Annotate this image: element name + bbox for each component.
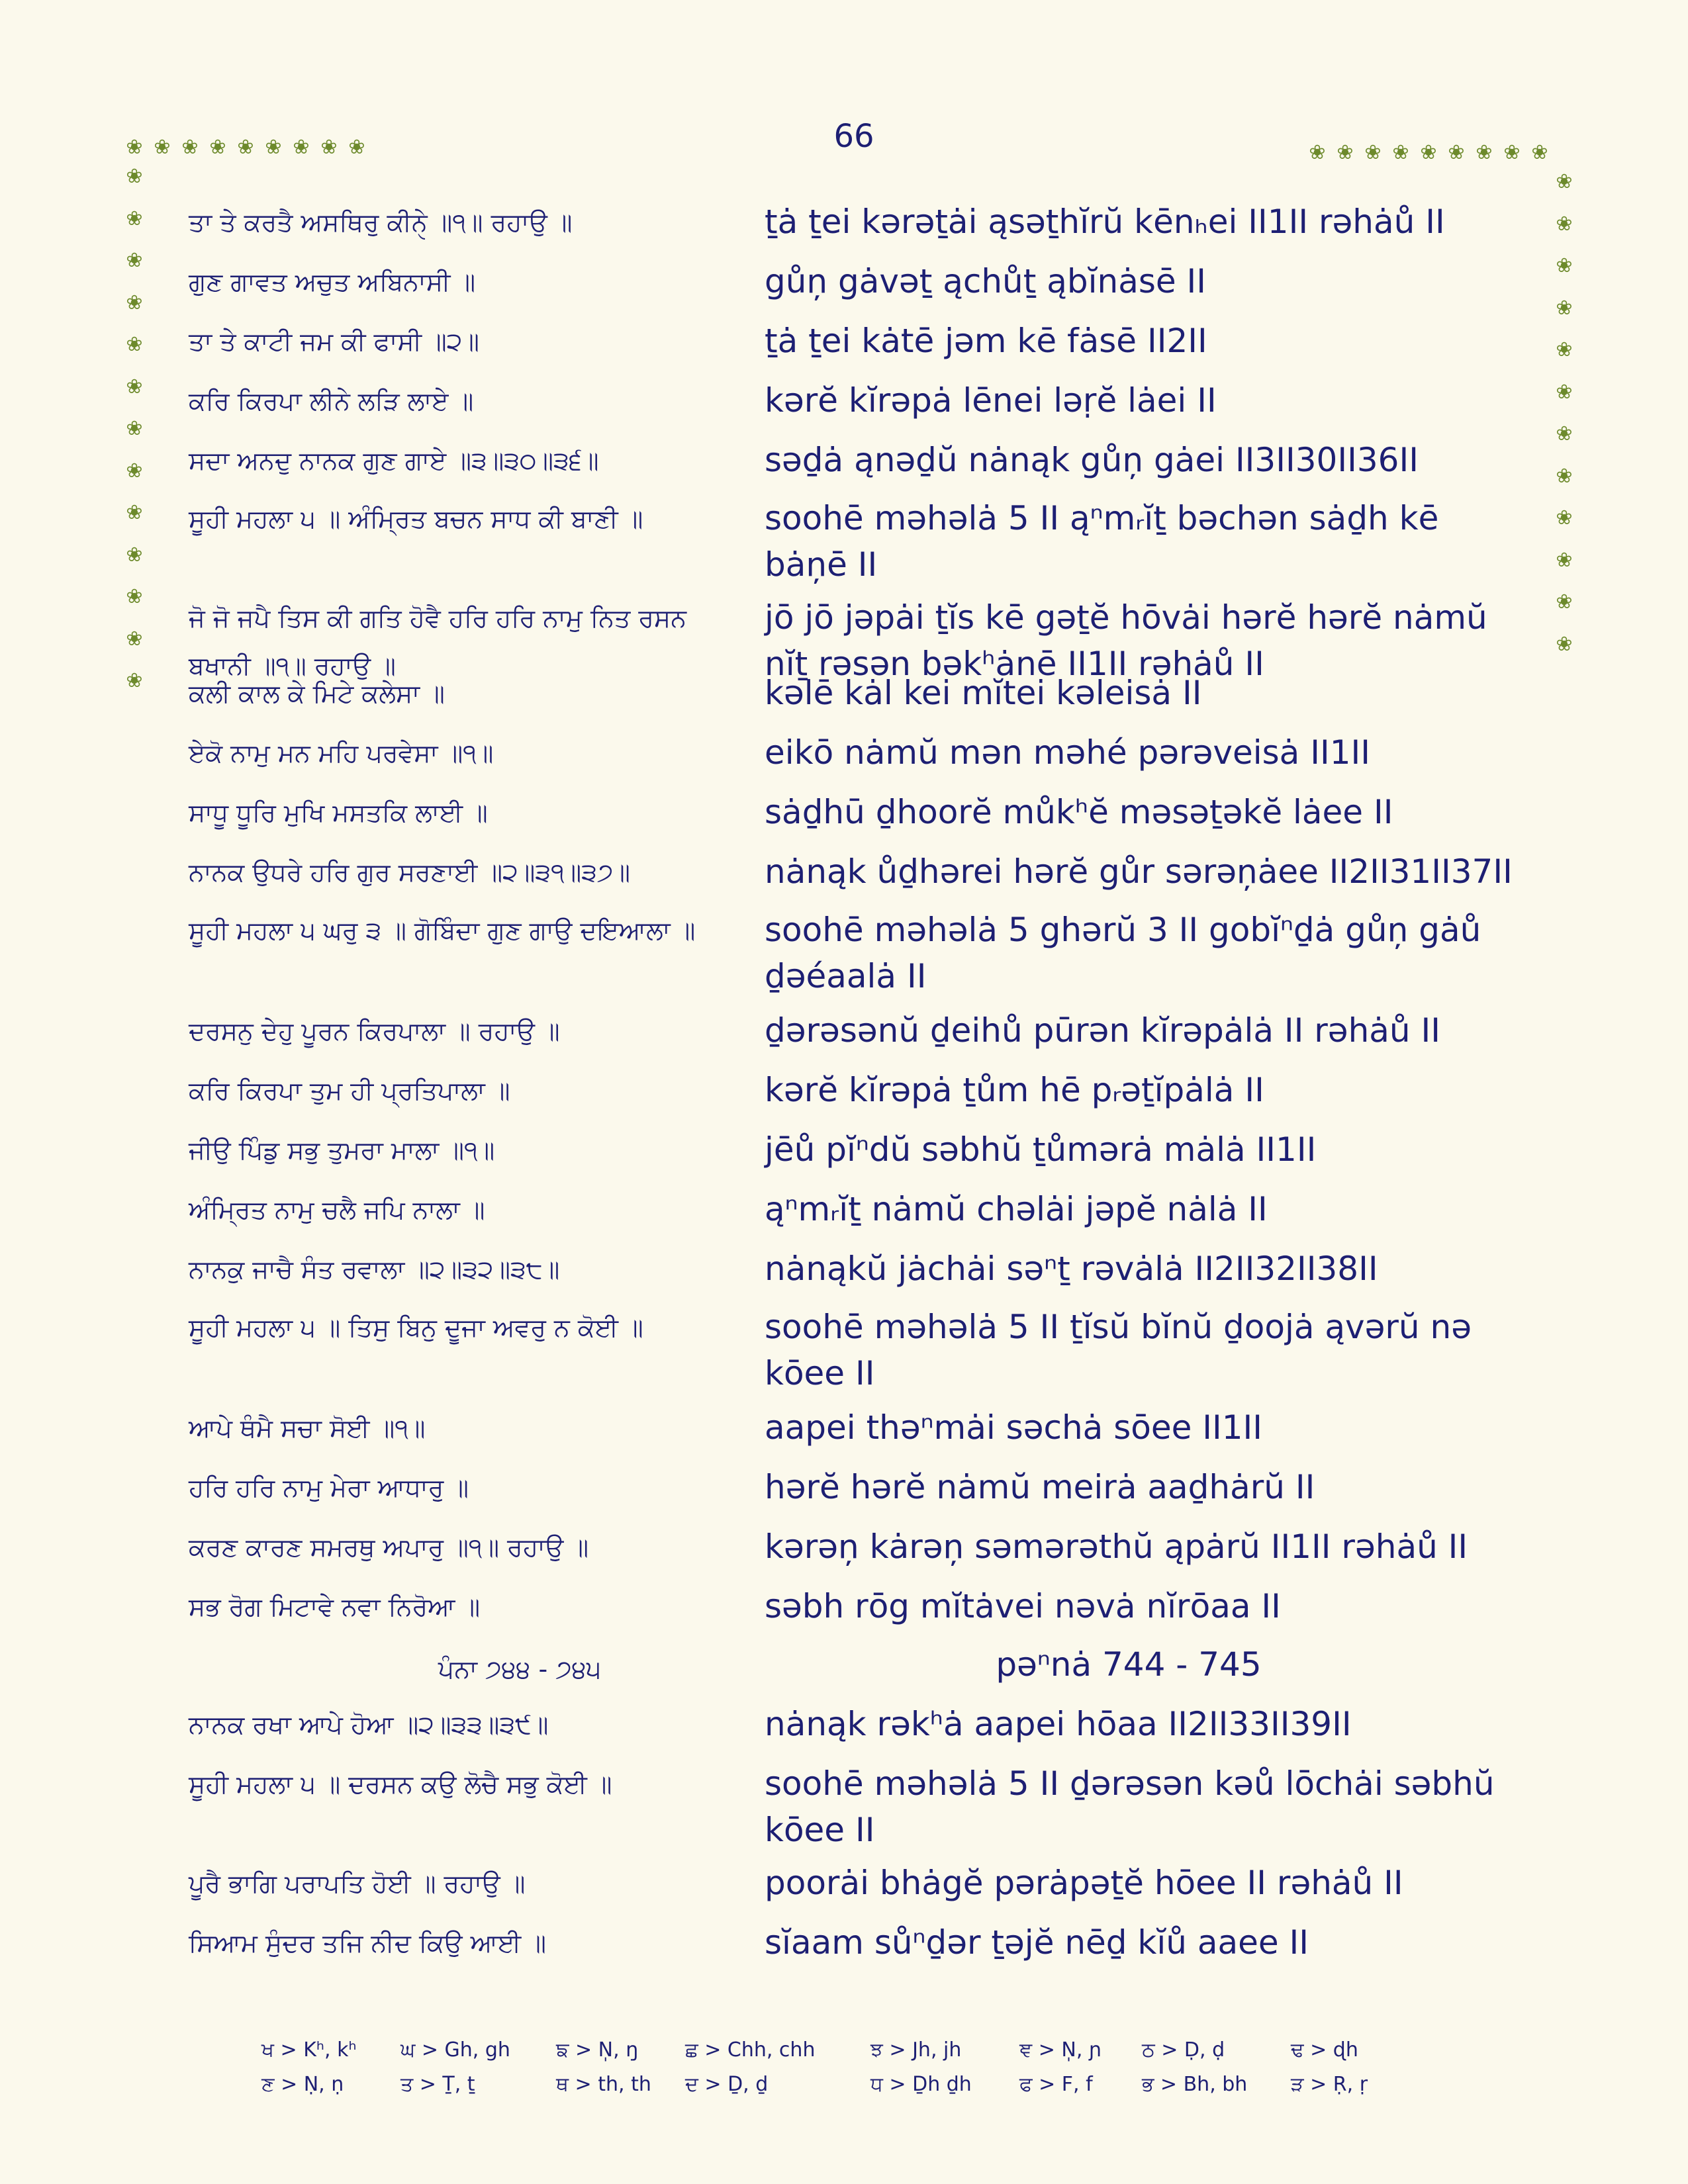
flower-ornament-icon: ❀	[1556, 170, 1573, 193]
legend-entry: ਤ > Ṯ, ṯ	[400, 2073, 475, 2096]
transliteration-text: jēů pĭⁿdŭ səbhŭ ṯůmərȧ mȧlȧ II1II	[765, 1130, 1317, 1169]
gurmukhi-text: ਤਾ ਤੇ ਕਰਤੈ ਅਸਥਿਰੁ ਕੀਨੑੇ ॥੧॥ ਰਹਾਉ ॥	[189, 208, 573, 237]
flower-ornament-icon: ❀	[126, 206, 143, 230]
flower-ornament-icon: ❀	[1556, 422, 1573, 445]
gurmukhi-text: ਸੂਹੀ ਮਹਲਾ ੫ ਘਰੁ ੩ ॥ ਗੋਬਿੰਦਾ ਗੁਣ ਗਾਉ ਦਇਆਲਾ ॥	[189, 916, 696, 945]
transliteration-text: pəⁿnȧ 744 - 745	[996, 1645, 1262, 1684]
flower-ornament-icon: ❀	[126, 627, 143, 651]
legend-entry: ਙ > N̩, ŋ	[556, 2038, 639, 2062]
gurmukhi-text: ਆਪੇ ਥੰਮੈ ਸਚਾ ਸੋਈ ॥੧॥	[189, 1414, 426, 1443]
transliteration-text: ḏərəsənŭ ḏeihů pūrən kĭrəpȧlȧ II rəhȧů II	[765, 1011, 1440, 1050]
flower-ornament-icon: ❀	[1531, 141, 1548, 164]
gurmukhi-text: ਪੰਨਾ ੭੪੪ - ੭੪੫	[438, 1655, 602, 1684]
flower-ornament-icon: ❀	[1556, 548, 1573, 572]
transliteration-text: sĭaam sůⁿḏər ṯəjĕ nēḏ kĭů aaee II	[765, 1923, 1309, 1962]
legend-entry: ਖ > Kʰ, kʰ	[261, 2038, 357, 2062]
flower-ornament-icon: ❀	[1364, 141, 1382, 164]
legend-entry: ਠ > Ḍ, ḍ	[1142, 2038, 1225, 2062]
flower-ornament-icon: ❀	[126, 585, 143, 608]
gurmukhi-text: ਜੀਉ ਪਿੰਡੁ ਸਭੁ ਤੁਮਰਾ ਮਾਲਾ ॥੧॥	[189, 1136, 495, 1165]
flower-ornament-icon: ❀	[126, 291, 143, 314]
page-number: 66	[833, 118, 874, 155]
transliteration-text: jō jō jəpȧi ṯĭs kē gəṯĕ hōvȧi hərĕ hərĕ nȧmŭ nĭṯ rəsən bəkʰȧnē II1II rəhȧů II	[765, 598, 1487, 683]
flower-ornament-icon: ❀	[348, 136, 365, 159]
transliteration-text: nȧnąk rəkʰȧ aapei hōaa II2II33II39II	[765, 1705, 1352, 1743]
transliteration-text: kəlē kȧl kei mĭtei kəleisȧ II	[765, 674, 1202, 712]
flower-ornament-icon: ❀	[265, 136, 282, 159]
transliteration-text: soohē məhəlȧ 5 ghərŭ 3 II gobĭⁿḏȧ gůņ gȧů ḏəéaalȧ II	[765, 911, 1481, 995]
gurmukhi-text: ਸਭ ਰੋਗ ਮਿਟਾਵੇ ਨਵਾ ਨਿਰੋਆ ॥	[189, 1592, 481, 1621]
transliteration-text: nȧnąk ůḏhərei hərĕ gůr sərəņȧee II2II31II37II	[765, 852, 1513, 891]
gurmukhi-text: ਸੂਹੀ ਮਹਲਾ ੫ ॥ ਅੰਮ੍ਰਿਤ ਬਚਨ ਸਾਧ ਕੀ ਬਾਣੀ ॥	[189, 504, 643, 533]
gurmukhi-text: ਤਾ ਤੇ ਕਾਟੀ ਜਮ ਕੀ ਫਾਸੀ ॥੨॥	[189, 327, 480, 356]
gurmukhi-text: ਏਕੋ ਨਾਮੁ ਮਨ ਮਹਿ ਪਰਵੇਸਾ ॥੧॥	[189, 739, 494, 768]
gurmukhi-text: ਜੋ ਜੋ ਜਪੈ ਤਿਸ ਕੀ ਗਤਿ ਹੋਵੈ ਹਰਿ ਹਰਿ ਨਾਮੁ ਨਿਤ ਰਸਨ ਬਖਾਨੀ ॥੧॥ ਰਹਾਉ ॥	[189, 604, 686, 680]
flower-ornament-icon: ❀	[1392, 141, 1409, 164]
flower-ornament-icon: ❀	[1309, 141, 1326, 164]
flower-ornament-icon: ❀	[126, 249, 143, 272]
transliteration-text: soohē məhəlȧ 5 II ąⁿmᵣĭṯ bəchən sȧḏh kē bȧņē II	[765, 499, 1439, 584]
transliteration-text: soohē məhəlȧ 5 II ḏərəsən kəů lōchȧi səbhŭ kōee II	[765, 1764, 1495, 1849]
flower-ornament-icon: ❀	[126, 501, 143, 524]
transliteration-text: aapei thəⁿmȧi səchȧ sōee II1II	[765, 1408, 1263, 1447]
transliteration-text: kərəņ kȧrəņ səmərəthŭ ąpȧrŭ II1II rəhȧů II	[765, 1527, 1468, 1566]
gurmukhi-text: ਸੂਹੀ ਮਹਲਾ ੫ ॥ ਤਿਸੁ ਬਿਨੁ ਦੂਜਾ ਅਵਰੁ ਨ ਕੋਈ ॥	[189, 1313, 643, 1342]
legend-entry: ਣ > Ṇ, ṇ	[261, 2073, 344, 2096]
transliteration-text: səḏȧ ąnəḏŭ nȧnąk gůņ gȧei II3II30II36II	[765, 441, 1419, 479]
legend-entry: ਦ > Ḏ, ḏ	[685, 2073, 769, 2096]
flower-ornament-icon: ❀	[1556, 632, 1573, 656]
gurmukhi-text: ਨਾਨਕੁ ਜਾਚੈ ਸੰਤ ਰਵਾਲਾ ॥੨॥੩੨॥੩੮॥	[189, 1255, 560, 1284]
legend-entry: ਝ > Jh, jh	[870, 2038, 962, 2062]
flower-ornament-icon: ❀	[320, 136, 338, 159]
flower-ornament-icon: ❀	[126, 165, 143, 188]
flower-ornament-icon: ❀	[1448, 141, 1465, 164]
flower-ornament-icon: ❀	[1556, 296, 1573, 320]
gurmukhi-text: ਨਾਨਕ ਉਧਰੇ ਹਰਿ ਗੁਰ ਸਰਣਾਈ ॥੨॥੩੧॥੩੭॥	[189, 858, 631, 887]
flower-ornament-icon: ❀	[1556, 254, 1573, 277]
legend-entry: ਭ > Bh, bh	[1142, 2073, 1248, 2096]
flower-ornament-icon: ❀	[126, 669, 143, 692]
flower-ornament-icon: ❀	[154, 136, 171, 159]
legend-entry: ਞ > N̩, ɲ	[1019, 2038, 1102, 2062]
gurmukhi-text: ਦਰਸਨੁ ਦੇਹੁ ਪੂਰਨ ਕਿਰਪਾਲਾ ॥ ਰਹਾਉ ॥	[189, 1017, 560, 1046]
flower-ornament-icon: ❀	[126, 543, 143, 567]
transliteration-text: eikō nȧmŭ mən məhé pərəveisȧ II1II	[765, 733, 1371, 772]
legend-entry: ਥ > th, th	[556, 2073, 651, 2096]
transliteration-text: hərĕ hərĕ nȧmŭ meirȧ aaḏhȧrŭ II	[765, 1468, 1315, 1506]
transliteration-text: gůņ gȧvəṯ ąchůṯ ąbĭnȧsē II	[765, 262, 1207, 300]
gurmukhi-text: ਕਰਣ ਕਾਰਣ ਸਮਰਥੁ ਅਪਾਰੁ ॥੧॥ ਰਹਾਉ ॥	[189, 1533, 589, 1562]
flower-ornament-icon: ❀	[126, 375, 143, 398]
legend-entry: ਢ > ɖh	[1291, 2038, 1358, 2062]
gurmukhi-text: ਕਲੀ ਕਾਲ ਕੇ ਮਿਟੇ ਕਲੇਸਾ ॥	[189, 679, 445, 708]
gurmukhi-text: ਅੰਮ੍ਰਿਤ ਨਾਮੁ ਚਲੈ ਜਪਿ ਨਾਲਾ ॥	[189, 1195, 485, 1224]
gurmukhi-text: ਪੂਰੈ ਭਾਗਿ ਪਰਾਪਤਿ ਹੋਈ ॥ ਰਹਾਉ ॥	[189, 1869, 526, 1898]
gurmukhi-text: ਹਰਿ ਹਰਿ ਨਾਮੁ ਮੇਰਾ ਆਧਾਰੁ ॥	[189, 1473, 469, 1502]
gurmukhi-text: ਗੁਣ ਗਾਵਤ ਅਚੁਤ ਅਬਿਨਾਸੀ ॥	[189, 267, 476, 296]
gurmukhi-text: ਨਾਨਕ ਰਖਾ ਆਪੇ ਹੋਆ ॥੨॥੩੩॥੩੯॥	[189, 1710, 549, 1739]
transliteration-text: ṯȧ ṯei kȧtē jəm kē fȧsē II2II	[765, 322, 1207, 360]
transliteration-text: kərĕ kĭrəpȧ ṯům hē pᵣəṯĭpȧlȧ II	[765, 1071, 1264, 1109]
flower-ornament-icon: ❀	[126, 333, 143, 356]
transliteration-text: sȧḏhū ḏhoorĕ můkʰĕ məsəṯəkĕ lȧee II	[765, 793, 1393, 831]
flower-ornament-icon: ❀	[1420, 141, 1437, 164]
flower-ornament-icon: ❀	[1556, 380, 1573, 404]
legend-entry: ੜ > Ṛ, ṛ	[1291, 2073, 1368, 2096]
gurmukhi-text: ਸਦਾ ਅਨਦੁ ਨਾਨਕ ਗੁਣ ਗਾਏ ॥੩॥੩੦॥੩੬॥	[189, 446, 599, 475]
gurmukhi-text: ਸਿਆਮ ਸੁੰਦਰ ਤਜਿ ਨੀਦ ਕਿਉ ਆਈ ॥	[189, 1929, 546, 1958]
flower-ornament-icon: ❀	[237, 136, 254, 159]
flower-ornament-icon: ❀	[126, 459, 143, 482]
flower-ornament-icon: ❀	[1556, 212, 1573, 236]
transliteration-text: səbh rōg mĭtȧvei nəvȧ nĭrōaa II	[765, 1587, 1281, 1625]
gurmukhi-text: ਕਰਿ ਕਿਰਪਾ ਲੀਨੇ ਲੜਿ ਲਾਏ ॥	[189, 387, 474, 416]
gurmukhi-text: ਕਰਿ ਕਿਰਪਾ ਤੁਮ ਹੀ ਪ੍ਰਤਿਪਾਲਾ ॥	[189, 1076, 510, 1105]
flower-ornament-icon: ❀	[1556, 506, 1573, 529]
flower-ornament-icon: ❀	[1556, 338, 1573, 361]
transliteration-text: kərĕ kĭrəpȧ lēnei ləṛĕ lȧei II	[765, 381, 1217, 420]
legend-entry: ਧ > Ḏh ḏh	[870, 2073, 972, 2096]
flower-ornament-icon: ❀	[209, 136, 226, 159]
flower-ornament-icon: ❀	[1503, 141, 1521, 164]
legend-entry: ਘ > Gh, gh	[400, 2038, 510, 2062]
flower-ornament-icon: ❀	[126, 136, 143, 159]
legend-entry: ਫ > F, f	[1019, 2073, 1093, 2096]
flower-ornament-icon: ❀	[1556, 464, 1573, 488]
transliteration-text: soohē məhəlȧ 5 II ṯĭsŭ bĭnŭ ḏoojȧ ąvərŭ nə kōee II	[765, 1308, 1472, 1392]
legend-entry: ਛ > Chh, chh	[685, 2038, 816, 2062]
transliteration-text: nȧnąkŭ jȧchȧi səⁿṯ rəvȧlȧ II2II32II38II	[765, 1250, 1378, 1288]
flower-ornament-icon: ❀	[1476, 141, 1493, 164]
transliteration-text: poorȧi bhȧgĕ pərȧpəṯĕ hōee II rəhȧů II	[765, 1864, 1403, 1902]
gurmukhi-text: ਸੂਹੀ ਮਹਲਾ ੫ ॥ ਦਰਸਨ ਕਉ ਲੋਚੈ ਸਭੁ ਕੋਈ ॥	[189, 1770, 612, 1799]
flower-ornament-icon: ❀	[181, 136, 199, 159]
flower-ornament-icon: ❀	[293, 136, 310, 159]
transliteration-text: ąⁿmᵣĭṯ nȧmŭ chəlȧi jəpĕ nȧlȧ II	[765, 1190, 1268, 1228]
flower-ornament-icon: ❀	[126, 417, 143, 440]
flower-ornament-icon: ❀	[1336, 141, 1354, 164]
gurmukhi-text: ਸਾਧੂ ਧੂਰਿ ਮੁਖਿ ਮਸਤਕਿ ਲਾਈ ॥	[189, 798, 488, 827]
transliteration-text: ṯȧ ṯei kərəṯȧi ąsəṯhĭrŭ kēnₕei II1II rəhȧů II	[765, 203, 1445, 241]
flower-ornament-icon: ❀	[1556, 590, 1573, 614]
